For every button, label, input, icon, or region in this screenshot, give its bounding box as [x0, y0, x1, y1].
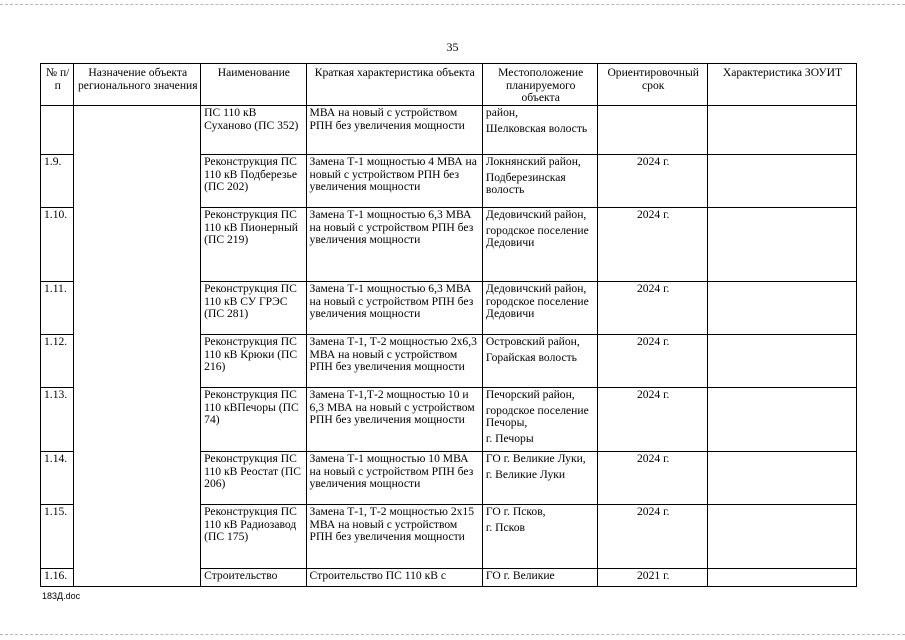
zouit-characteristic — [707, 106, 856, 155]
page-number: 35 — [446, 40, 459, 54]
object-name: Реконструкция ПС 110 кВ СУ ГРЭС (ПС 281) — [201, 282, 306, 335]
location-line: городское поселение Дедовичи — [485, 223, 589, 249]
header-name: Наименование — [201, 64, 306, 106]
location-line: Дедовичский район, — [485, 208, 587, 221]
zouit-characteristic — [707, 569, 856, 587]
location-line: ГО г. Великие — [485, 569, 555, 582]
zouit-characteristic — [707, 282, 856, 335]
object-location — [482, 208, 598, 282]
row-number: 1.12. — [41, 335, 74, 388]
header-purpose: Назначение объекта регионального значения — [74, 64, 201, 106]
scan-edge-top — [0, 4, 905, 5]
header-location: Местоположение планируемого объекта — [482, 64, 598, 106]
object-location — [482, 505, 598, 569]
object-location — [482, 388, 598, 452]
row-number: 1.10. — [41, 208, 74, 282]
object-name: ПС 110 кВ Суханово (ПС 352) — [201, 106, 306, 155]
object-description: МВА на новый с устройством РПН без увеличения мощности — [306, 106, 482, 155]
row-number: 1.14. — [41, 452, 74, 505]
header-number: № п/п — [41, 64, 74, 106]
row-number — [41, 106, 74, 155]
object-name: Реконструкция ПС 110 кВ Подберезье (ПС 202) — [201, 155, 306, 208]
zouit-characteristic — [707, 335, 856, 388]
location-line: Горайская волость — [485, 350, 577, 364]
location-line: г. Псков — [485, 520, 525, 534]
location-line: г. Печоры — [485, 431, 534, 445]
object-term: 2024 г. — [598, 282, 707, 335]
objects-table — [40, 63, 857, 587]
row-number: 1.16. — [41, 569, 74, 587]
location-line: Дедовичский район, городское поселение Дедовичи — [485, 282, 589, 320]
object-location — [482, 155, 598, 208]
table-header-row — [41, 64, 857, 106]
object-description: Замена Т-1 мощностью 6,3 МВА на новый с устройством РПН без увеличения мощности — [306, 282, 482, 335]
zouit-characteristic — [707, 208, 856, 282]
object-term: 2024 г. — [598, 452, 707, 505]
object-term: 2024 г. — [598, 208, 707, 282]
row-number: 1.11. — [41, 282, 74, 335]
object-name: Реконструкция ПС 110 кВ Пионерный (ПС 219) — [201, 208, 306, 282]
object-location — [482, 106, 598, 155]
object-location — [482, 282, 598, 335]
object-description: Замена Т-1 мощностью 6,3 МВА на новый с устройством РПН без увеличения мощности — [306, 208, 482, 282]
object-location — [482, 569, 598, 587]
zouit-characteristic — [707, 452, 856, 505]
header-zouit: Характеристика ЗОУИТ — [707, 64, 856, 106]
location-line: Шелковская волость — [485, 121, 588, 135]
object-name: Реконструкция ПС 110 кВПечоры (ПС 74) — [201, 388, 306, 452]
object-term: 2024 г. — [598, 505, 707, 569]
location-line: Подберезинская волость — [485, 170, 566, 196]
zouit-characteristic — [707, 505, 856, 569]
zouit-characteristic — [707, 155, 856, 208]
object-location — [482, 335, 598, 388]
object-name: Реконструкция ПС 110 кВ Крюки (ПС 216) — [201, 335, 306, 388]
object-description: Замена Т-1,Т-2 мощностью 10 и 6,3 МВА на новый с устройством РПН без увеличения мощности — [306, 388, 482, 452]
header-description: Краткая характеристика объекта — [306, 64, 482, 106]
object-term: 2024 г. — [598, 335, 707, 388]
purpose-cell — [74, 106, 201, 587]
file-name-footer: 183Д.doc — [42, 591, 81, 601]
object-name: Реконструкция ПС 110 кВ Реостат (ПС 206) — [201, 452, 306, 505]
location-line: Печорский район, — [485, 388, 575, 401]
row-number: 1.9. — [41, 155, 74, 208]
object-term: 2024 г. — [598, 388, 707, 452]
object-term: 2021 г. — [598, 569, 707, 587]
object-term: 2024 г. — [598, 155, 707, 208]
object-description: Замена Т-1 мощностью 4 МВА на новый с устройством РПН без увеличения мощности — [306, 155, 482, 208]
location-line: Локнянский район, — [485, 155, 581, 168]
header-term: Ориентировочный срок — [598, 64, 707, 106]
object-description: Строительство ПС 110 кВ с — [306, 569, 482, 587]
location-line: г. Великие Луки — [485, 467, 566, 481]
object-location — [482, 452, 598, 505]
location-line: городское поселение Печоры, — [485, 403, 589, 429]
scan-edge-bottom — [0, 634, 905, 635]
location-line: ГО г. Псков, — [485, 505, 546, 518]
row-number: 1.15. — [41, 505, 74, 569]
location-line: ГО г. Великие Луки, — [485, 452, 586, 465]
row-number: 1.13. — [41, 388, 74, 452]
object-name: Реконструкция ПС 110 кВ Радиозавод (ПС 175) — [201, 505, 306, 569]
object-name: Строительство — [201, 569, 306, 587]
location-line: район, — [485, 106, 518, 119]
location-line: Островский район, — [485, 335, 580, 348]
object-description: Замена Т-1 мощностью 10 МВА на новый с устройством РПН без увеличения мощности — [306, 452, 482, 505]
table-row — [41, 106, 857, 155]
object-description: Замена Т-1, Т-2 мощностью 2х6,3 МВА на новый с устройством РПН без увеличения мощности — [306, 335, 482, 388]
object-term — [598, 106, 707, 155]
zouit-characteristic — [707, 388, 856, 452]
object-description: Замена Т-1, Т-2 мощностью 2х15 МВА на новый с устройством РПН без увеличения мощности — [306, 505, 482, 569]
